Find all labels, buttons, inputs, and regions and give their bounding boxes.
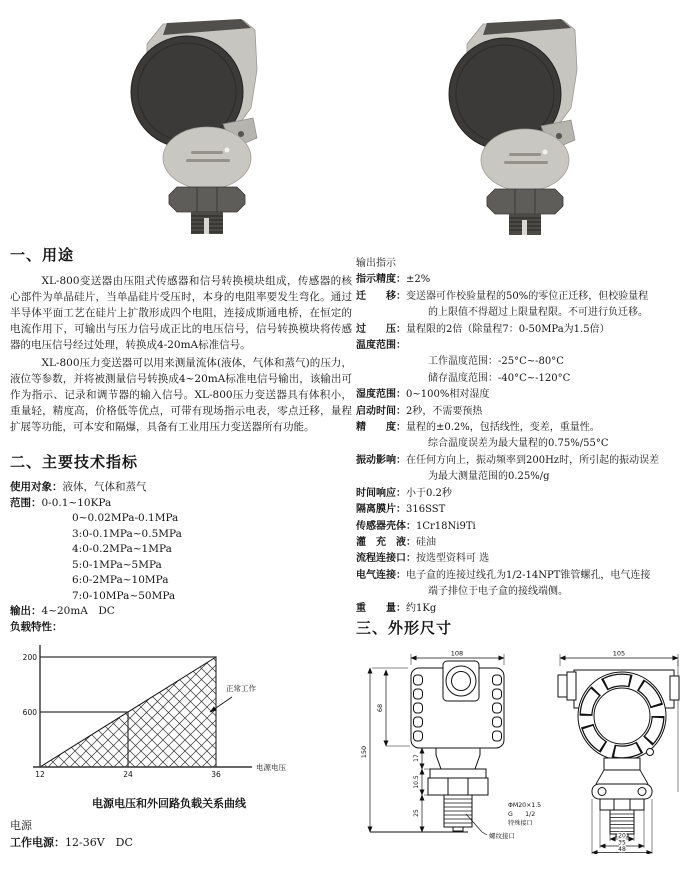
- spec-line: [356, 502, 696, 518]
- power-line: [10, 834, 352, 851]
- spec-label: 输出：: [10, 605, 42, 617]
- spec-label: 负载特性：: [10, 620, 63, 633]
- x-tick-24: 24: [123, 770, 133, 779]
- dim-front-total-height: 150: [360, 745, 368, 759]
- body-highlight: [543, 150, 548, 155]
- spec-value: 储存温度范围：-40°C~-120°C: [428, 372, 571, 384]
- spec-line: [10, 480, 352, 496]
- sensor-body: [163, 127, 251, 189]
- clamp-screw: [556, 133, 562, 139]
- spec-line: [356, 469, 696, 485]
- spec-label: 湿度范围：: [356, 389, 406, 401]
- y-tick-top: 200: [22, 653, 37, 662]
- spec-line: [356, 387, 696, 403]
- dim-side-hex: 35: [618, 839, 626, 847]
- spec-value: 输出指示: [356, 258, 396, 269]
- spec-value: 约1Kg: [406, 602, 437, 614]
- x-tick-12: 12: [35, 770, 45, 779]
- spec-value: 3:0-0.1MPa~0.5MPa: [72, 527, 182, 540]
- spec-value: 小于0.2秒: [406, 487, 452, 499]
- spec-line: [10, 589, 352, 605]
- spec-value: 2秒，不需要预热: [406, 405, 483, 417]
- thread-port-label: 螺纹接口: [489, 831, 515, 840]
- spec-line: [356, 338, 696, 354]
- spec-label: 精 度：: [356, 422, 406, 434]
- spec-line: [10, 620, 352, 636]
- tech-spec-list: [10, 480, 352, 635]
- dim-side-width: 105: [612, 649, 626, 658]
- thread-option-2: G 1/2: [508, 810, 536, 818]
- dim-front-body-height: 68: [376, 703, 384, 713]
- power-value: 12-36V DC: [65, 836, 133, 849]
- spec-value: 量程的±0.2%，包括线性，变差，重量性。: [406, 422, 600, 434]
- usage-paragraph-1: XL-800变送器由压阻式传感器和信号转换模块组成，传感器的核心部件为单晶硅片，当单晶硅片受压时，本身的电阻率要发生弯化。通过半导体平面工艺在硅片上扩散形成四个电阻，连接成斯通电桥，在恒定的电流作用下，可输出与压力信号成正比的电压信号，信号转换模块将传感器的电压信号经过处理，转换成4-20mA标准信号。: [10, 275, 352, 351]
- thread-slot: [204, 218, 209, 234]
- dim-side-bracket: 48: [618, 845, 626, 853]
- spec-line: [356, 371, 696, 387]
- spec-value: 按选型资料可 选: [416, 553, 490, 565]
- spec-value: 量程限的2倍（除量程7：0-50MPa为1.5倍）: [406, 323, 610, 335]
- spec-value: 316SST: [406, 504, 446, 516]
- spec-value: 的上限值不得超过上限量程限。不可进行负迁移。: [428, 307, 648, 319]
- spec-value: 1Cr18Ni9Ti: [416, 520, 476, 532]
- spec-line: [10, 558, 352, 574]
- spec-value: 0-0.1~10KPa: [41, 496, 112, 509]
- x-axis-label: 电源电压: [256, 763, 286, 772]
- spec-label: 启动时间：: [356, 405, 406, 417]
- spec-line: [356, 584, 696, 600]
- body-highlight: [225, 148, 230, 153]
- spec-label: 振动影响：: [356, 454, 406, 466]
- dim-side-thread: 20: [618, 832, 626, 840]
- spec-label: 重 量：: [356, 602, 406, 614]
- spec-label: 传感器壳体：: [356, 520, 416, 532]
- tech-heading: 二、主要技术指标: [10, 453, 139, 471]
- spec-label: 指示精度：: [356, 274, 406, 286]
- spec-line: [356, 486, 696, 502]
- spec-value: 4~20mA DC: [41, 605, 115, 617]
- spec-line: [356, 420, 696, 436]
- thread-option-1: ΦM20×1.5: [508, 801, 542, 809]
- spec-line: [356, 272, 696, 288]
- spec-line: [356, 256, 696, 272]
- spec-value: 硅油: [416, 536, 436, 548]
- spec-label: 过 压：: [356, 323, 406, 335]
- clamp-screw: [238, 131, 244, 137]
- spec-line: [10, 604, 352, 620]
- product-photo-left: [105, 8, 275, 236]
- spec-label: 电气连接：: [356, 569, 406, 581]
- thread-option-3: 特殊接口: [508, 819, 533, 827]
- spec-value: 工作温度范围：-25°C~-80°C: [428, 356, 564, 368]
- spec-value: 端子排位于电子盒的接线端侧。: [428, 586, 568, 598]
- spec-line: [356, 322, 696, 338]
- product-photo-right: [425, 8, 595, 236]
- dims-heading: 三、外形尺寸: [356, 618, 453, 637]
- spec-line: [356, 289, 696, 305]
- load-chart-svg: [20, 641, 288, 789]
- right-column: [356, 256, 696, 858]
- spec-value: 0~0.02MPa-0.1MPa: [72, 512, 179, 524]
- spec-value: 7:0-10MPa~50MPa: [72, 589, 176, 602]
- spec-line: [356, 436, 696, 452]
- spec-label: 迁 移：: [356, 290, 406, 302]
- dim-front-neck: 17: [413, 754, 420, 762]
- thread-slot: [522, 220, 527, 235]
- spec-line: [356, 551, 696, 567]
- spec-value: 0~100%相对湿度: [406, 389, 490, 401]
- spec-line: [356, 305, 696, 321]
- hex-nut: [169, 187, 245, 212]
- spec-value: 液体，气体和蒸气: [62, 481, 147, 493]
- spec-label: 隔离膜片：: [356, 504, 406, 516]
- spec-value: 电子盒的连接过线孔为1/2-14NPT锥管螺孔，电气连接: [406, 569, 651, 581]
- spec-label: 流程连接口：: [356, 553, 416, 565]
- load-chart: [20, 641, 352, 811]
- y-tick-mid: 600: [22, 708, 37, 717]
- spec-line: [10, 542, 352, 558]
- spec-line: [356, 568, 696, 584]
- body-emboss: [191, 151, 223, 154]
- spec-value: 综合温度误差为最大量程的0.75%/55°C: [428, 438, 609, 450]
- spec-label: 使用对象：: [10, 481, 63, 493]
- region-annotation: 正常工作: [226, 684, 256, 693]
- spec-label: 灌 充 液：: [356, 536, 416, 548]
- spec-value: 5:0-1MPa~5MPa: [72, 558, 162, 571]
- front-view-drawing: [360, 649, 541, 840]
- spec-line: [10, 511, 352, 527]
- body-emboss: [509, 153, 541, 156]
- spec-value: 4:0-0.2MPa~1MPa: [72, 543, 172, 555]
- spec-line: [10, 496, 352, 512]
- spec-value: 为最大测量范围的0.25%/g: [428, 471, 550, 483]
- spec-value: 6:0-2MPa~10MPa: [72, 574, 169, 586]
- spec-label: 时间响应：: [356, 487, 406, 499]
- usage-heading: 一、用途: [10, 246, 75, 264]
- spec-line: [10, 527, 352, 543]
- spec-line: [356, 519, 696, 535]
- dimension-drawings: [356, 646, 696, 854]
- dim-front-hex: 10.5: [413, 775, 420, 789]
- spec-label: 范围：: [10, 496, 42, 509]
- spec-value: 变送器可作校验量程的50%的零位正迁移，但校验量程: [406, 290, 649, 302]
- spec-value: ±2%: [406, 274, 431, 286]
- chart-title: 电源电压和外回路负载关系曲线: [92, 797, 246, 810]
- spec-label: 温度范围：: [356, 340, 406, 352]
- spec-line: [356, 354, 696, 370]
- power-title: 电源: [10, 819, 32, 832]
- sensor-body: [481, 129, 569, 191]
- spec-value: 在任何方向上，振动频率到200Hz时，所引起的振动误差: [406, 454, 660, 466]
- body-emboss: [186, 159, 230, 162]
- hex-nut: [487, 189, 563, 214]
- dim-front-width: 108: [450, 649, 464, 658]
- left-column: [10, 244, 352, 851]
- side-view-drawing: [558, 649, 679, 854]
- power-block: [10, 817, 352, 851]
- output-spec-list: [356, 256, 696, 617]
- spec-line: [356, 535, 696, 551]
- body-emboss: [504, 161, 548, 164]
- spec-line: [356, 601, 696, 617]
- x-tick-36: 36: [211, 770, 221, 779]
- spec-line: [356, 453, 696, 469]
- spec-line: [10, 573, 352, 589]
- spec-line: [356, 404, 696, 420]
- usage-paragraph-2: XL-800压力变送器可以用来测量流体(液体，气体和蒸气)的压力，液位等参数，并将被测量信号转换成4~20mA标准电信号输出，该输出可作为指示、记录和调节器的输入信号。XL-800压力变送器具有体积小，重量轻，精度高，价格低等优点，可带有现场指示电表，零点迁移，量程扩展等功能，可本安和隔爆，具备有工业用压力变送器所有功能。: [10, 357, 352, 433]
- dim-front-thread: 25: [413, 809, 420, 817]
- power-label: 工作电源：: [10, 836, 65, 849]
